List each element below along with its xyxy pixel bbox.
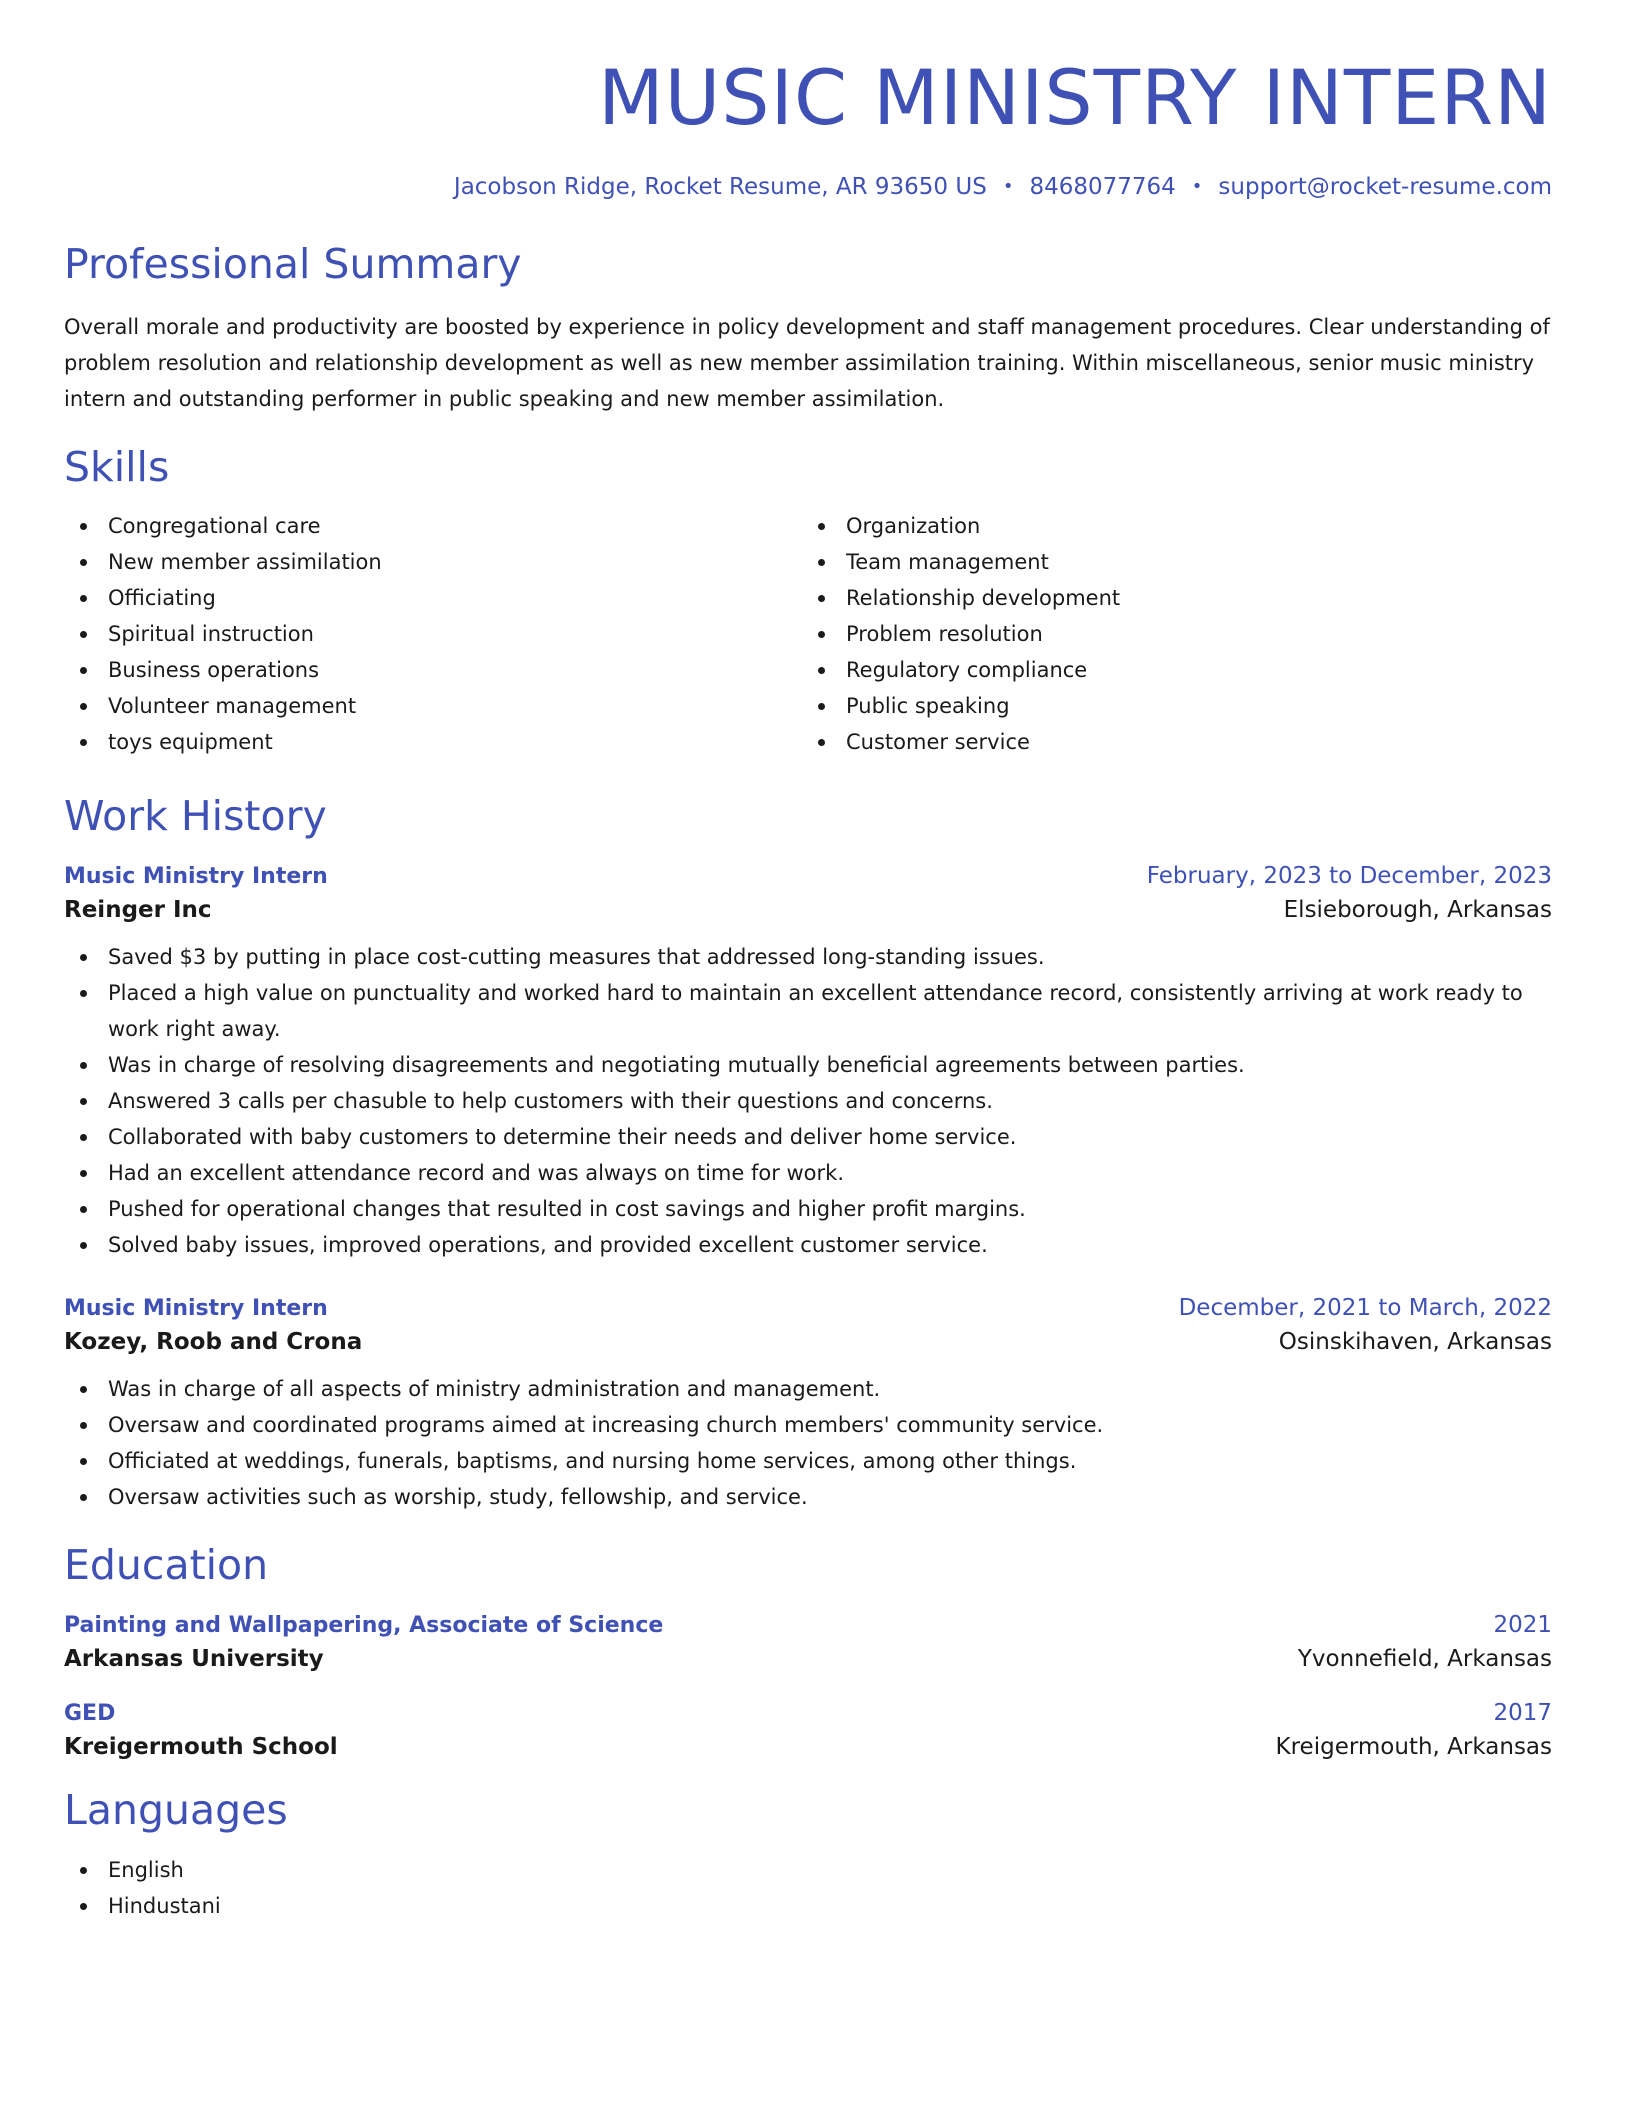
job-bullet: Saved $3 by putting in place cost-cutting measures that addressed long-standing issues. <box>64 939 1552 975</box>
job-bullet: Was in charge of resolving disagreements and negotiating mutually beneficial agreements between parties. <box>64 1047 1552 1083</box>
skill-item: Public speaking <box>802 688 1540 724</box>
job-bullets <box>64 1371 1552 1515</box>
skill-item: Customer service <box>802 724 1540 760</box>
skill-item: Team management <box>802 544 1540 580</box>
job-company-row <box>64 897 1552 923</box>
skill-item: toys equipment <box>64 724 802 760</box>
languages-heading: Languages <box>64 1786 288 1835</box>
education-school: Kreigermouth School <box>64 1734 338 1761</box>
skills-section <box>64 443 1552 760</box>
contact-address: Jacobson Ridge, Rocket Resume, AR 93650 US <box>453 173 987 200</box>
summary-heading: Professional Summary <box>64 239 522 288</box>
job-company: Kozey, Roob and Crona <box>64 1329 363 1356</box>
skills-grid <box>64 508 1552 760</box>
education-location: Yvonnefield, Arkansas <box>1297 1646 1552 1673</box>
education-entry <box>64 1700 1552 1760</box>
job-bullet: Collaborated with baby customers to determine their needs and deliver home service. <box>64 1119 1552 1155</box>
work-history-section <box>64 792 1552 1515</box>
contact-separator: • <box>1002 175 1014 197</box>
education-degree: GED <box>64 1701 116 1727</box>
work-history-heading: Work History <box>64 791 327 840</box>
skill-item: Relationship development <box>802 580 1540 616</box>
resume-header <box>64 53 1552 200</box>
education-year: 2017 <box>1493 1700 1552 1727</box>
skills-column-right <box>802 508 1540 760</box>
education-degree: Painting and Wallpapering, Associate of Science <box>64 1613 664 1639</box>
contact-separator: • <box>1191 175 1203 197</box>
job-bullet: Placed a high value on punctuality and worked hard to maintain an excellent attendance record, consistently arriving at work ready to work right away. <box>64 975 1552 1047</box>
job-company: Reinger Inc <box>64 897 212 924</box>
job-company-row <box>64 1329 1552 1355</box>
language-item: English <box>64 1852 1552 1888</box>
skill-item: Congregational care <box>64 508 802 544</box>
education-section <box>64 1541 1552 1760</box>
languages-section <box>64 1786 1552 1923</box>
job-bullet: Answered 3 calls per chasuble to help customers with their questions and concerns. <box>64 1083 1552 1119</box>
summary-section <box>64 240 1552 417</box>
skill-item: Volunteer management <box>64 688 802 724</box>
job-title: Music Ministry Intern <box>64 864 328 890</box>
education-heading: Education <box>64 1541 269 1590</box>
job-title-heading: MUSIC MINISTRY INTERN <box>598 53 1552 142</box>
job-location: Osinskihaven, Arkansas <box>1278 1329 1552 1356</box>
contact-email[interactable]: support@rocket-resume.com <box>1218 173 1552 200</box>
education-degree-row <box>64 1700 1552 1726</box>
skill-item: New member assimilation <box>64 544 802 580</box>
job-bullet: Solved baby issues, improved operations, and provided excellent customer service. <box>64 1227 1552 1263</box>
languages-list <box>64 1852 1552 1924</box>
job-dates: December, 2021 to March, 2022 <box>1178 1295 1552 1322</box>
job-bullet: Pushed for operational changes that resulted in cost savings and higher profit margins. <box>64 1191 1552 1227</box>
language-item: Hindustani <box>64 1888 1552 1924</box>
skill-item: Spiritual instruction <box>64 616 802 652</box>
job-entry <box>64 1295 1552 1515</box>
job-bullet: Was in charge of all aspects of ministry administration and management. <box>64 1371 1552 1407</box>
education-degree-row <box>64 1612 1552 1638</box>
job-bullet: Officiated at weddings, funerals, baptisms, and nursing home services, among other things. <box>64 1443 1552 1479</box>
education-school-row <box>64 1734 1552 1760</box>
skills-column-left <box>64 508 802 760</box>
skills-list-right <box>802 508 1540 760</box>
job-location: Elsieborough, Arkansas <box>1283 897 1552 924</box>
job-bullets <box>64 939 1552 1263</box>
job-dates: February, 2023 to December, 2023 <box>1146 863 1552 890</box>
skill-item: Organization <box>802 508 1540 544</box>
contact-line <box>64 174 1552 200</box>
job-bullet: Had an excellent attendance record and was always on time for work. <box>64 1155 1552 1191</box>
contact-phone: 8468077764 <box>1029 173 1176 200</box>
skill-item: Business operations <box>64 652 802 688</box>
job-title-row <box>64 863 1552 889</box>
skills-heading: Skills <box>64 442 170 491</box>
job-bullet: Oversaw and coordinated programs aimed at increasing church members' community service. <box>64 1407 1552 1443</box>
skill-item: Officiating <box>64 580 802 616</box>
education-school-row <box>64 1646 1552 1672</box>
job-bullet: Oversaw activities such as worship, study, fellowship, and service. <box>64 1479 1552 1515</box>
skill-item: Problem resolution <box>802 616 1540 652</box>
education-year: 2021 <box>1493 1612 1552 1639</box>
education-entry <box>64 1612 1552 1672</box>
skill-item: Regulatory compliance <box>802 652 1540 688</box>
summary-text: Overall morale and productivity are boosted by experience in policy development and staff management procedures. Clear understanding of problem resolution and relationship development as well as new member assimilation training. Within miscellaneous, senior music ministry intern and outstanding performer in public speaking and new member assimilation. <box>64 314 1550 411</box>
job-entry <box>64 863 1552 1263</box>
job-title: Music Ministry Intern <box>64 1296 328 1322</box>
skills-list-left <box>64 508 802 760</box>
education-location: Kreigermouth, Arkansas <box>1275 1734 1552 1761</box>
education-school: Arkansas University <box>64 1646 324 1673</box>
job-title-row <box>64 1295 1552 1321</box>
